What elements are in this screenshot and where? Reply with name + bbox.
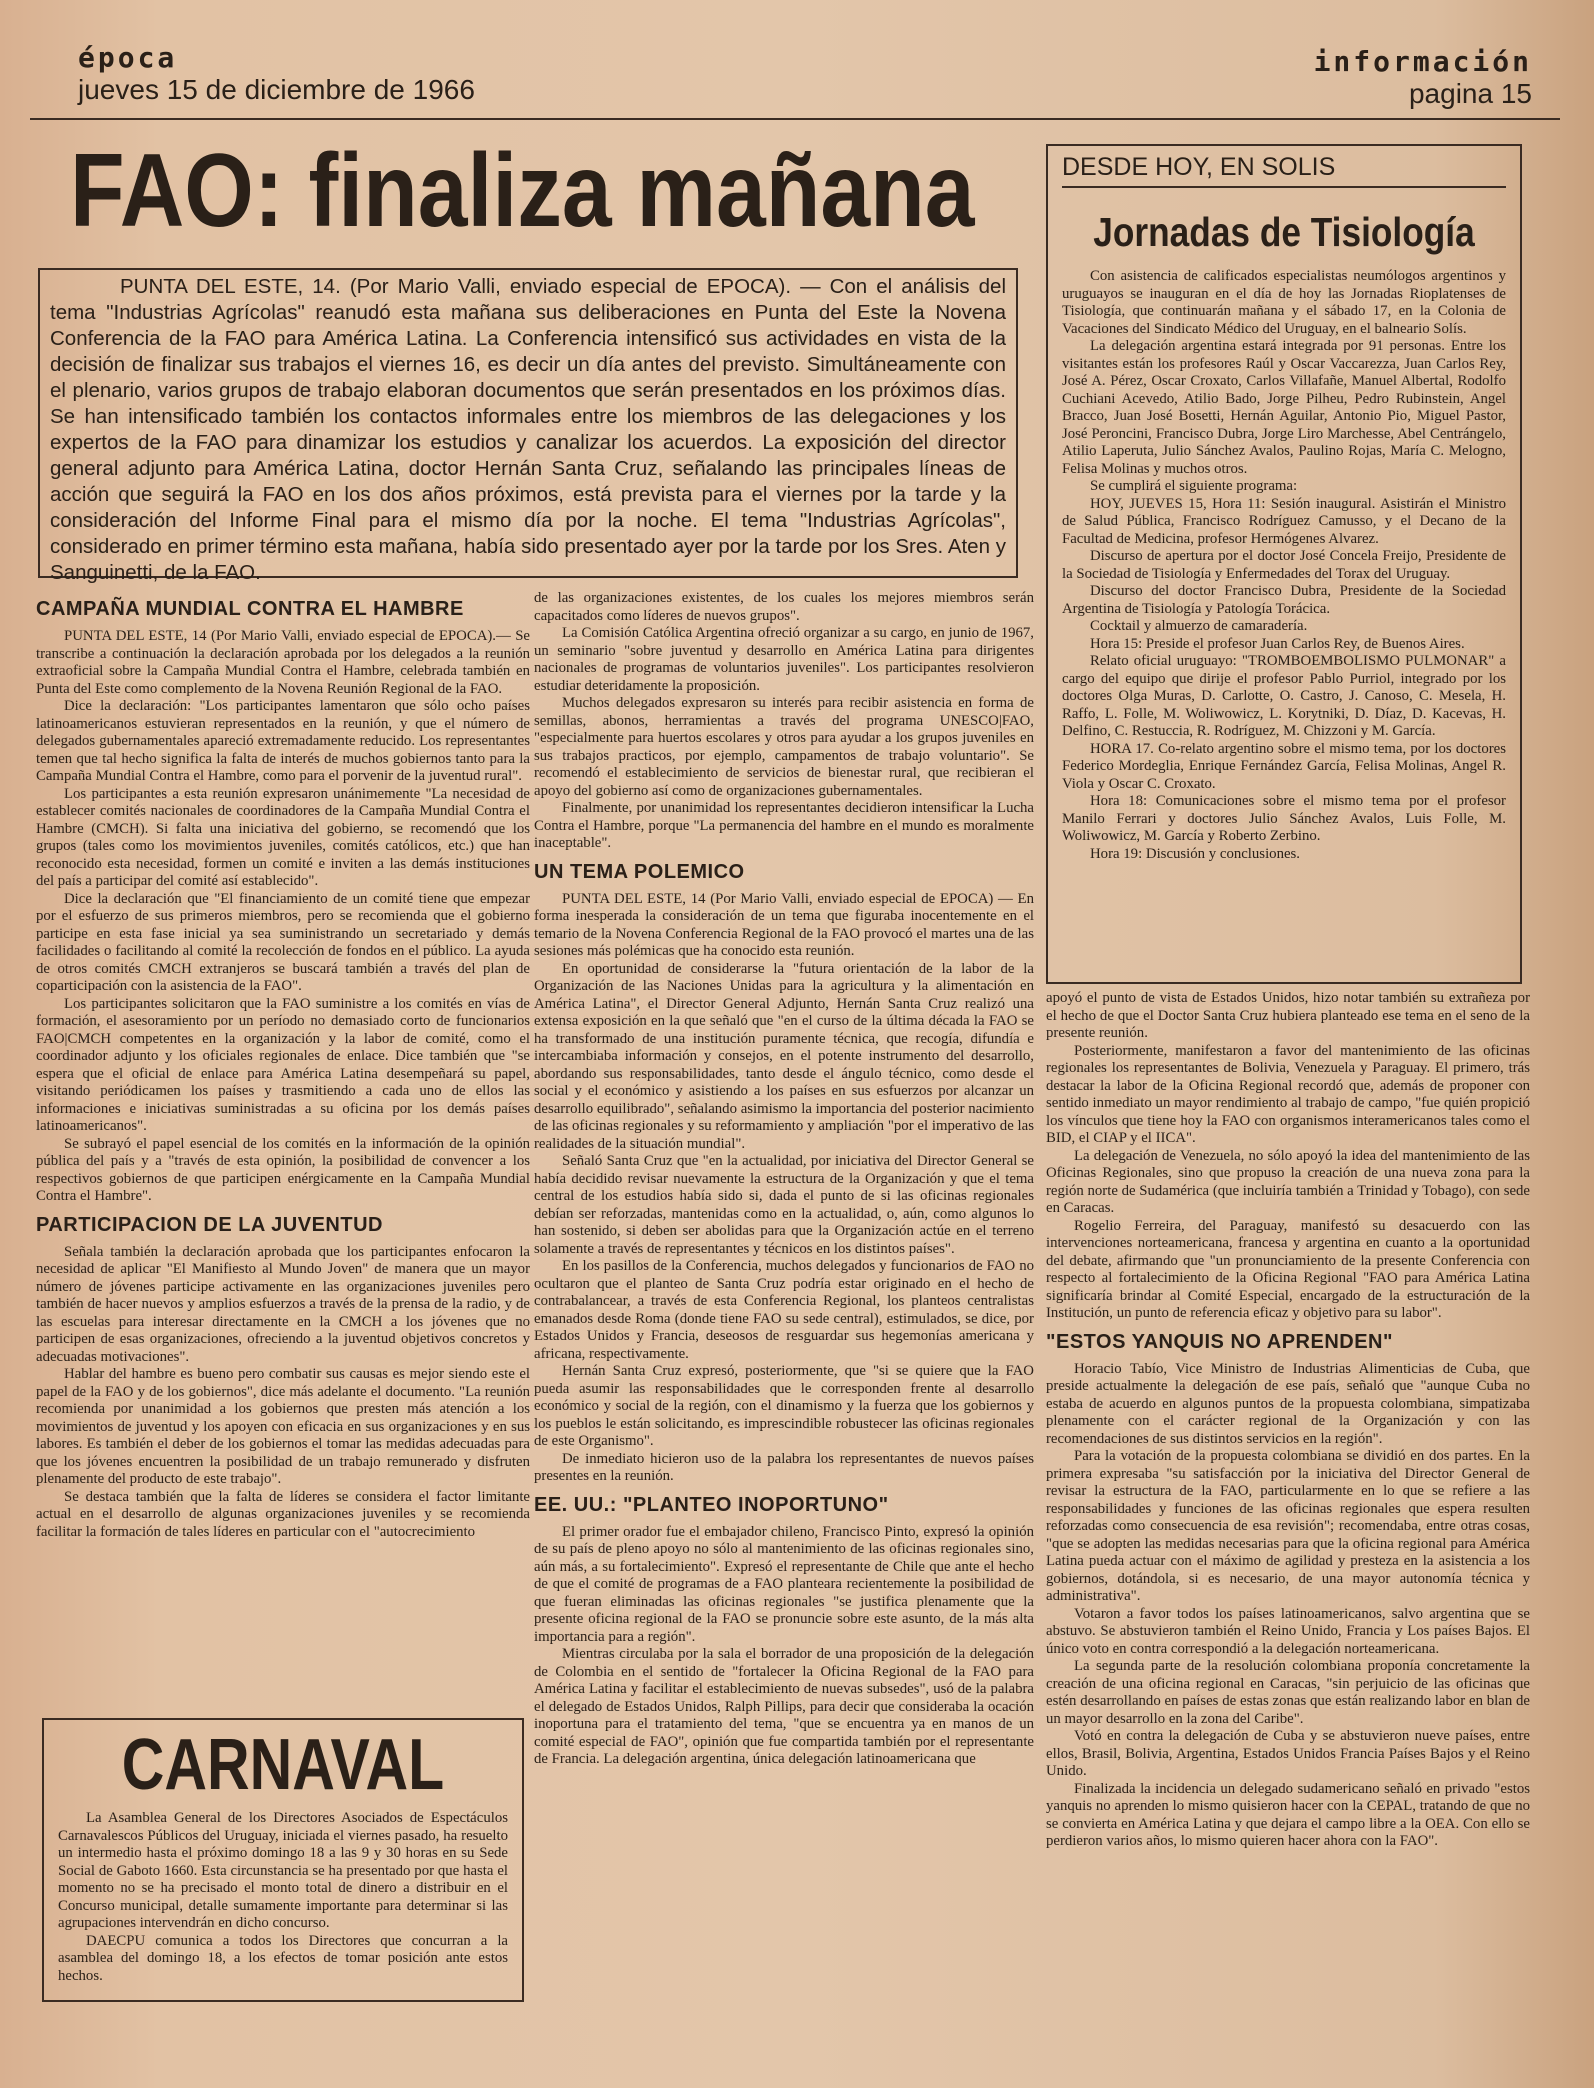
- article-body: [1046, 1361, 1530, 1851]
- article-body: [36, 1244, 530, 1542]
- column-1: [36, 590, 530, 1541]
- paragraph: El primer orador fue el embajador chileno, Francisco Pinto, expresó la opinión de su país de pleno apoyo no sólo al mantenimiento de las oficinas regionales sino, aún más, a su fortalecimiento". Expresó el representante de Chile que ante el hecho de que el comité de programas de a FAO planteara recientemente la posibilidad de que fueran eliminadas las oficinas regionales "se justifica plenamente que la presente oficina regional de la FAO se pronuncie sobre este asunto, de la más alta importancia para a región".: [534, 1523, 1034, 1645]
- paragraph: Se cumplirá el siguiente programa:: [1090, 478, 1298, 494]
- carnaval-body: [58, 1810, 508, 1985]
- paragraph: Se subrayó el papel esencial de los comités en la información de la opinión pública del país y a "través de esta opinión, la posibilidad de convencer a los respectivos gobiernos de que participen enérgicamente en la Campaña Mundial Contra el Hambre".: [36, 1135, 530, 1204]
- article-body: [534, 1524, 1034, 1769]
- paragraph: Horacio Tabío, Vice Ministro de Industrias Alimenticias de Cuba, que preside actualmente la delegación de ese país, señaló que "aunque Cuba no estaba de acuerdo en algunos puntos de la propuesta colombiana, simpatizaba plenamente con el carácter regional de la Organización y con las recomendaciones de sus distintos servicios en la región".: [1046, 1360, 1530, 1447]
- column-3: [1046, 990, 1530, 1851]
- paragraph: La delegación de Venezuela, no sólo apoyó la idea del mantenimiento de las Oficinas Regionales, sino que propuso la creación de una nueva zona para la región norte de Sudamérica (que incluiría también a Trinidad y Tobago), con sede en Caracas.: [1046, 1147, 1530, 1216]
- paragraph: Los participantes a esta reunión expresaron unánimemente "La necesidad de establecer comités nacionales de coordinadores de la Campaña Mundial Contra el Hambre (CMCH). Si falta una iniciativa del gobierno, se recomendó que los grupos (tales como los movimientos juveniles, comités católicos, etc.) que han reconocido esta necesidad, formen un comité e inviten a las demás instituciones del país a participar del comité así establecido".: [36, 785, 530, 889]
- paragraph: Para la votación de la propuesta colombiana se dividió en dos partes. En la primera expresaba "su satisfacción por la iniciativa del Director General de revisar la estructura de la FAO, particularmente en lo que se refiere a las responsabilidades y funciones de las oficinas regionales que espera resulten reforzadas como consecuencia de esa revisión"; recomendaba, entre otras cosas, "que se adopten las medidas necesarias para que la oficina regional para América Latina pueda actuar con el máximo de agilidad y presteza en la asistencia a los gobiernos, dotándola, si es necesario, de una mayor autonomía técnica y administrativa".: [1046, 1448, 1530, 1604]
- paragraph: Muchos delegados expresaron su interés para recibir asistencia en forma de semillas, abonos, herramientas a través del programa UNESCO|FAO, "especialmente para huertos escolares y otros para ayudar a los grupos juveniles en sus trabajos practicos, por ejemplo, campamentos de trabajo voluntario". Se recomendó el establecimiento de servicios de bienestar rural, que recibieran el apoyo del gobierno así como de organizaciones gubernamentales.: [534, 695, 1034, 799]
- paragraph: Hora 18: Comunicaciones sobre el mismo tema por el profesor Manilo Ferrari y doctores Julio Sánchez Avalos, Luis Folle, M. Woliwowicz, M. García y Roberto Zerbino.: [1062, 793, 1506, 844]
- paragraph: Discurso del doctor Francisco Dubra, Presidente de la Sociedad Argentina de Tisiología y Patología Torácica.: [1062, 583, 1506, 617]
- paragraph: Con asistencia de calificados especialistas neumólogos argentinos y uruguayos se inauguran en el día de hoy las Jornadas Rioplatenses de Tisiología, que continuarán mañana y el sábado 17, en la Colonia de Vacaciones del Sindicato Médico del Uruguay, en el balneario Solís.: [1062, 268, 1506, 337]
- paragraph: Finalizada la incidencia un delegado sudamericano señaló en privado "estos yanquis no aprenden lo mismo quisieron hacer con la CEPAL, tratando de que no se convierta en América Latina y que dejara el campo libre a la OEA. Con ello se perdieron varios años, lo mismo quieren hacer ahora con la FAO".: [1046, 1780, 1530, 1849]
- lead-story-box: [38, 268, 1018, 584]
- sidebar-kicker: DESDE HOY, EN SOLIS: [1062, 152, 1506, 188]
- paragraph: Los participantes solicitaron que la FAO suministre a los comités en vías de formación, el asesoramiento por un período no demasiado corto de funcionarios FAO|CMCH competentes en la organización y la labor de comité, como el coordinador adjunto y los oficiales regionales de enlace. Dice también que "se espera que el oficial de enlace para América Latina desempeñará su papel, visitando periódicamen los países y trasmitiendo a cada uno de ellos las informaciones e iniciativas suministradas a su oficina por los demás países latinoamericanos".: [36, 995, 530, 1134]
- paragraph: DAECPU comunica a todos los Directores que concurran a la asamblea del domingo 18, a los efectos de tomar posición ante estos hechos.: [58, 1932, 508, 1984]
- paragraph: Hora 19: Discusión y conclusiones.: [1090, 845, 1301, 862]
- carnaval-box: [42, 1718, 524, 2002]
- paragraph: Hora 15: Preside el profesor Juan Carlos Rey, de Buenos Aires.: [1090, 635, 1465, 652]
- section-heading: UN TEMA POLEMICO: [534, 860, 745, 883]
- section-heading: PARTICIPACION DE LA JUVENTUD: [36, 1213, 383, 1236]
- section-name: época: [78, 41, 178, 74]
- paragraph: Relato oficial uruguayo: "TROMBOEMBOLISMO PULMONAR" a cargo del equipo que dirije el profesor Pablo Purriol, integrado por los doctores Olga Muras, D. Carlotte, O. Castro, J. Canoso, C. Mesela, H. Raffo, L. Folle, M. Woliwowicz, L. Korytniki, D. Díaz, D. Kacevas, H. Delfino, C. Restuccia, R. Rodríguez, M. Chizzoni y M. García.: [1062, 653, 1506, 739]
- paragraph: PUNTA DEL ESTE, 14 (Por Mario Valli, enviado especial de EPOCA) — En forma inesperada la consideración de un tema que figuraba inocentemente en el temario de la Novena Conferencia Regional de la FAO provocó el martes una de las sesiones más polémicas que ha conocido esta reunión.: [534, 890, 1034, 959]
- sidebar-body: [1062, 268, 1506, 863]
- paragraph: En los pasillos de la Conferencia, muchos delegados y funcionarios de FAO no ocultaron que el planteo de Santa Cruz podría estar originado en el hecho de contrabalancear, a través de esta Conferencia Regional, los planteos centralistas emanados desde Roma (donde tiene FAO su sede central), estimulados, se dice, por Estados Unidos y Francia, deseosos de resguardar sus hegemonías americana y africana, respectivamente.: [534, 1258, 1034, 1362]
- paragraph: HOY, JUEVES 15, Hora 11: Sesión inaugural. Asistirán el Ministro de Salud Pública, Francisco Rodríguez Camusso, y el Decano de la Facultad de Medicina, profesor Hermógenes Alvarez.: [1062, 495, 1506, 547]
- paragraph: Finalmente, por unanimidad los representantes decidieron intensificar la Lucha Contra el Hambre, porque "La permanencia del hambre en el mundo es moralmente inaceptable".: [534, 800, 1034, 851]
- article-body: [1046, 990, 1530, 1323]
- paragraph: Posteriormente, manifestaron a favor del mantenimiento de las oficinas regionales los representantes de Bolivia, Venezuela y Paraguay. El primero, trás destacar la labor de la Oficina Regional recordó que, además de proponer con sentido inmediato un mayor rendimiento al trabajo de campo, "fue quién propició los vínculos que tiene hoy la FAO con organismos interamericanos tales como el BID, el CIAP y el IICA".: [1046, 1042, 1530, 1146]
- paragraph: Dice la declaración que "El financiamiento de un comité tiene que empezar por el esfuerzo de sus primeros miembros, pero se recomienda que el gobierno participe en esta fase inicial ya sea suministrando un secretariado y demás facilidades o facilitando al comité la recolección de fondos en el público. La ayuda de otros comités CMCH extranjeros se buscará también a través del plan de coparticipación con la asistencia de la FAO".: [36, 890, 530, 994]
- paragraph: Cocktail y almuerzo de camaradería.: [1090, 618, 1308, 634]
- masthead-right: [1313, 45, 1532, 112]
- page-number: pagina 15: [1408, 78, 1532, 109]
- column-2: [534, 590, 1034, 1769]
- sidebar-title: Jornadas de Tisiología: [1093, 209, 1475, 255]
- article-body: [534, 891, 1034, 1486]
- masthead-divider: [30, 118, 1560, 120]
- main-headline: FAO: finaliza mañana: [70, 133, 975, 249]
- section-label: información: [1313, 45, 1532, 78]
- tisiologia-sidebar: [1046, 144, 1522, 984]
- paragraph: Hernán Santa Cruz expresó, posteriormente, que "si se quiere que la FAO pueda asumir las responsabilidades que le corresponden frente al desarrollo económico y social de la región, con el dinamismo y la fuerza que los gobiernos y los pueblos le están solicitando, es imprescindible robustecer las oficinas regionales de este Organismo".: [534, 1363, 1034, 1449]
- article-body: [36, 628, 530, 1206]
- paragraph: Rogelio Ferreira, del Paraguay, manifestó su desacuerdo con las intervenciones norteamericana, francesa y argentina en cuanto a la oportunidad del debate, afirmando que "un pronunciamiento de la presente Conferencia con respecto al fortalecimiento de la Oficina Regional "FAO para América Latina significaría brindar al Comité Especial, encargado de la estructuración de la Institución, un punto de referencia eficaz y objetivo para su labor".: [1046, 1217, 1530, 1321]
- paragraph: La delegación argentina estará integrada por 91 personas. Entre los visitantes están los profesores Raúl y Oscar Vaccarezza, Juan Carlos Rey, José A. Pérez, Oscar Croxato, Carlos Villafañe, Manuel Albertal, Rodolfo Cuchiani Acevedo, Atilio Bado, Jorge Pilheu, Pedro Rubinstein, Angel Bracco, Juan José Bosetti, Hernán Aguilar, Antonio Pio, Miguel Pastor, José Peroncini, Francisco Dubra, Jorge Liro Marchesse, Abel Centrángelo, Atilio Laperuta, Julio Sánchez Avalos, Paulino Rojas, María C. Melogno, Felisa Molinas y muchos otros.: [1062, 338, 1506, 477]
- carnaval-title: CARNAVAL: [121, 1725, 445, 1805]
- paragraph: La segunda parte de la resolución colombiana proponía concretamente la creación de una oficina regional en Caracas, "sin perjuicio de las oficinas que estén desarrollando en países de estas zonas que están realizando labor en blan de un mayor desarrollo en la zona del Caribe".: [1046, 1658, 1530, 1727]
- section-heading: "ESTOS YANQUIS NO APRENDEN": [1046, 1330, 1393, 1353]
- paragraph: Votó en contra la delegación de Cuba y se abstuvieron nueve países, entre ellos, Brasil, Bolivia, Argentina, Estados Unidos Francia Países Bajos y el Reino Unido.: [1046, 1728, 1530, 1779]
- paragraph: De inmediato hicieron uso de la palabra los representantes de nuevos países presentes en la reunión.: [534, 1450, 1034, 1484]
- paragraph: apoyó el punto de vista de Estados Unidos, hizo notar también su extrañeza por el hecho de que el Doctor Santa Cruz hubiera planteado ese tema en el seno de la presente reunión.: [1046, 990, 1530, 1041]
- masthead-left: [78, 41, 475, 108]
- issue-date: jueves 15 de diciembre de 1966: [78, 74, 475, 105]
- paragraph: En oportunidad de considerarse la "futura orientación de la labor de la Organización de las Naciones Unidas para la agricultura y la alimentación en América Latina", el Director General Adjunto, Hernán Santa Cruz realizó una extensa exposición en la que señaló que "en el curso de la última década la FAO se ha transformado de una institución puramente técnica, que recogía, difundía e intercambiaba información y consejos, en el potente instrumento del desarrollo, abordando sus responsabilidades, tanto desde el ángulo técnico, como desde el social y el económico y asistiendo a los países en sus esfuerzos por alcanzar un desarrollo equilibrado", señalando asimismo la importancia del posterior nacimiento de las oficinas regionales y su reformamiento y ampliación "por el imperativo de las realidades de la situación mundial".: [534, 960, 1034, 1152]
- paragraph: Votaron a favor todos los países latinoamericanos, salvo argentina que se abstuvo. Se abstuvieron también el Reino Unido, Francia y Los países Bajos. El único voto en contra correspondió a la delegación norteamericana.: [1046, 1605, 1530, 1657]
- paragraph: Mientras circulaba por la sala el borrador de una proposición de la delegación de Colombia en el sentido de "fortalecer la Oficina Regional de la FAO para América Latina y facilitar el establecimiento de nuevas subsedes", usó de la palabra el delegado de Estados Unidos, Ralph Pillips, para decir que consideraba la ocación inoportuna para el tratamiento del tema, "que se encuentra ya en manos de un comité especial de FAO", opinión que fue compartida también por el representante de Francia. La delegación argentina, única delegación latinoamericana que: [534, 1646, 1034, 1767]
- section-heading: EE. UU.: "PLANTEO INOPORTUNO": [534, 1493, 889, 1516]
- paragraph: Discurso de apertura por el doctor José Concela Freijo, Presidente de la Sociedad de Tisiología y Enfermedades del Torax del Uruguay.: [1062, 548, 1506, 582]
- paragraph: de las organizaciones existentes, de los cuales los mejores miembros serán capacitados como líderes de nuevos grupos".: [534, 590, 1034, 624]
- paragraph: La Comisión Católica Argentina ofreció organizar a su cargo, en junio de 1967, un seminario "sobre juventud y desarrollo en América Latina para dirigentes nacionales de programas de voluntarios juveniles". Los participantes resolvieron estudiar deteridamente la proposición.: [534, 625, 1034, 694]
- section-heading: CAMPAÑA MUNDIAL CONTRA EL HAMBRE: [36, 598, 464, 620]
- paragraph: La Asamblea General de los Directores Asociados de Espectáculos Carnavalescos Públicos del Uruguay, iniciada el viernes pasado, ha resuelto un intermedio hasta el próximo domingo 18 a las 9 y 30 horas en su Sede Social de Gaboto 1660. Esta circunstancia se ha presentado por que hasta el momento no se ha precisado el monto total de dinero a distribuir en el Concurso municipal, detalle sumamente importante para determinar si las agrupaciones intervendrán en dicho concurso.: [58, 1810, 508, 1931]
- paragraph: Señaló Santa Cruz que "en la actualidad, por iniciativa del Director General se había decidido revisar nuevamente la estructura de la Organización y que el tema central de los estudios había sido si, dada el punto de si las oficinas regionales debían ser reforzadas, mantenidas como en la actualidad, o, aún, como algunos lo han sostenido, si deben ser abolidas para que la Organización actúe en el terreno solamente a través de representantes y técnicos en los distintos países".: [534, 1153, 1034, 1257]
- paragraph: Dice la declaración: "Los participantes lamentaron que sólo ocho países latinoamericanos estuvieran representados en la reunión, y que el número de delegados gubernamentales apareció extremadamente reducido. Los representantes temen que tal hecho significa la falta de interés de muchos gobiernos tanto para la Campaña Mundial Contra el Hambre, como para el porvenir de la juventud rural".: [36, 698, 530, 784]
- paragraph: Se destaca también que la falta de líderes se considera el factor limitante actual en el desarrollo de algunas organizaciones juveniles y se recomienda facilitar la formación de tales líderes en particular con el "autocrecimiento: [36, 1488, 530, 1540]
- lead-paragraph: PUNTA DEL ESTE, 14. (Por Mario Valli, enviado especial de EPOCA). — Con el análisis del tema "Industrias Agrícolas" reanudó esta mañana sus deliberaciones en Punta del Este la Novena Conferencia de la FAO para América Latina. La Conferencia intensificó sus actividades en vista de la decisión de finalizar sus trabajos el viernes 16, es decir un día antes del previsto. Simultáneamente con el plenario, varios grupos de trabajo elaboran documentos que serán presentados en los próximos días. Se han intensificado también los contactos informales entre los miembros de las delegaciones y los expertos de la FAO para dinamizar los estudios y canalizar los acuerdos. La exposición del director general adjunto para América Latina, doctor Hernán Santa Cruz, señalando las principales líneas de acción que seguirá la FAO en los dos años próximos, está prevista para el viernes por la tarde y la consideración del Informe Final para el mismo día por la noche. El tema "Industrias Agrícolas", considerado en primer término esta mañana, había sido presentado ayer por la tarde por los Sres. Aten y Sanguinetti, de la FAO.: [50, 275, 1006, 584]
- paragraph: PUNTA DEL ESTE, 14 (Por Mario Valli, enviado especial de EPOCA).— Se transcribe a continuación la declaración aprobada por los delegados a la reunión extraoficial sobre la Campaña Mundial Contra el Hambre, celebrada también en Punta del Este como complemento de la Novena Reunión Regional de la FAO.: [36, 628, 530, 697]
- paragraph: Hablar del hambre es bueno pero combatir sus causas es mejor siendo este el papel de la FAO y de los gobiernos", dice más adelante el documento. "La reunión recomienda por unanimidad a los gobiernos que presten más atención a los movimientos de juventud y los apoyen con eficacia en sus organizaciones y en sus labores. Es también el deber de los gobiernos el tomar las medidas adecuadas para que los jóvenes encuentren la posibilidad de un trabajo remunerado y disfruten plenamente del producto de este trabajo".: [36, 1366, 530, 1487]
- paragraph: Señala también la declaración aprobada que los participantes enfocaron la necesidad de aplicar "El Manifiesto al Mundo Joven" de manera que un mayor número de jóvenes participe activamente en las organizaciones juveniles pero también de hacer nuevos y amplios esfuerzos a través de la prensa de la radio, y de las escuelas para interesar directamente en la CMCH a los jóvenes que no participen de esas organizaciones, ofreciendo a la juventud objetivos concretos y adecuadas motivaciones".: [36, 1243, 530, 1365]
- article-body: [534, 590, 1034, 853]
- paragraph: HORA 17. Co-relato argentino sobre el mismo tema, por los doctores Federico Mordeglia, Enrique Fernández García, Felisa Molinas, Angel R. Viola y Oscar C. Croxato.: [1062, 740, 1506, 792]
